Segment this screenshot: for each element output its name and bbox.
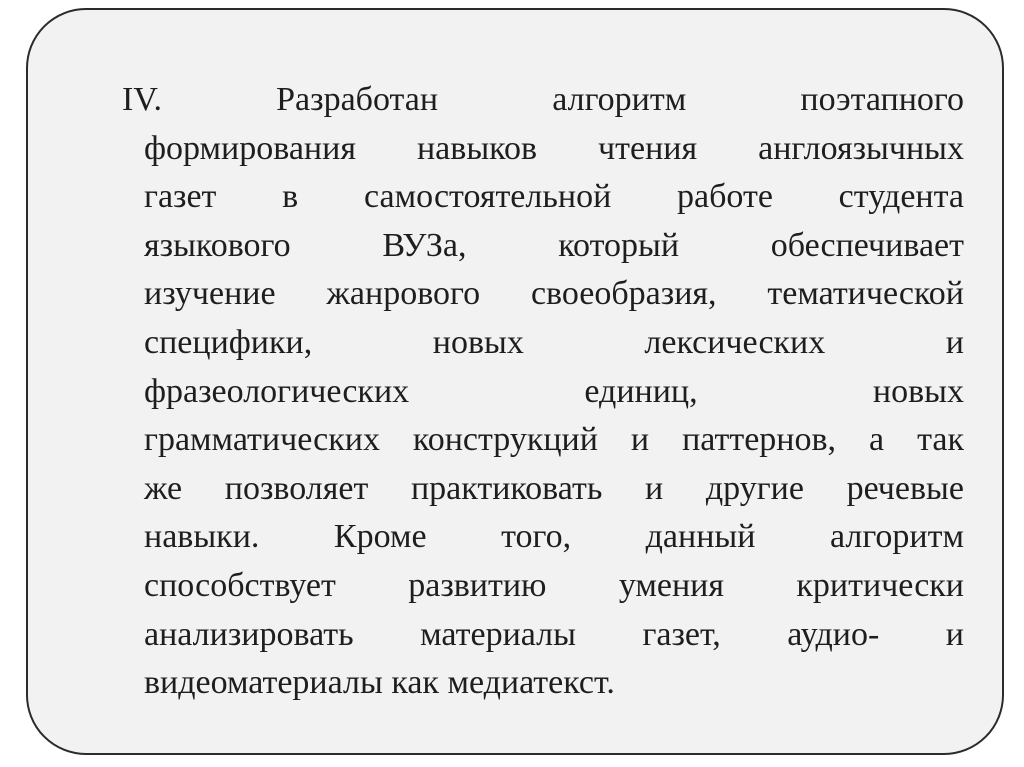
paragraph-line: же позволяет практиковать и другие речевые bbox=[144, 469, 964, 507]
paragraph-line: изучение жанрового своеобразия, тематической bbox=[144, 275, 964, 313]
paragraph-line: фразеологических единиц, новых bbox=[144, 372, 964, 410]
paragraph-line: формирования навыков чтения англоязычных bbox=[144, 129, 964, 167]
paragraph-line: грамматических конструкций и паттернов, а так bbox=[144, 421, 964, 459]
main-paragraph bbox=[122, 76, 964, 708]
paragraph-line: видеоматериалы как медиатекст. bbox=[144, 664, 615, 702]
paragraph-line: анализировать материалы газет, аудио- и bbox=[144, 615, 964, 653]
paragraph-line: газет в самостоятельной работе студента bbox=[144, 178, 964, 216]
paragraph-line: навыки. Кроме того, данный алгоритм bbox=[144, 518, 964, 556]
paragraph-line: языкового ВУЗа, который обеспечивает bbox=[144, 226, 964, 264]
paragraph-line: способствует развитию умения критически bbox=[144, 566, 964, 604]
paragraph-line: специфики, новых лексических и bbox=[144, 323, 964, 361]
paragraph-line: IV. Разработан алгоритм поэтапного bbox=[122, 81, 964, 118]
